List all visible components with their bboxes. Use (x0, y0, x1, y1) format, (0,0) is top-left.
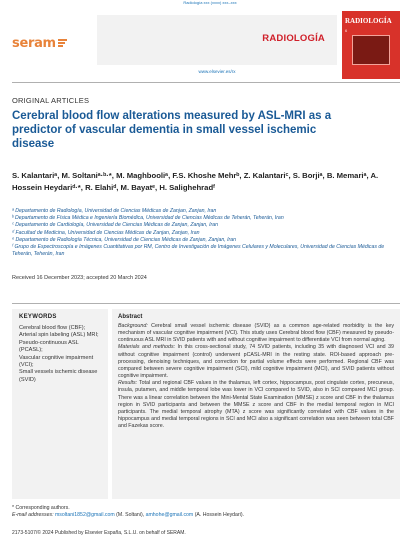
affiliation-item: ᵃ Departamento de Radiología, Universidad de Ciencias Médicas de Zanjan, Zanjan, Iran (12, 208, 217, 214)
abstract-results-label: Results: (118, 380, 138, 387)
seram-logo-text: seram (12, 35, 56, 51)
abstract-results: Total and regional CBF values in the thalamus, left cortex, hippocampus, post cingulate cortex, precuneus, insula, putamen, and middle temporal lobe was lower in VCI compared to SVID, also in SCI compared MCI group. There was a linear correlation between the Mini-Mental State Examination (MMSE) z score and CBF in the thalamus region in SVID participants and between the MMSE z score and CBF in the medial temporal region in MCI participants. The medial temporal atrophy (MTA) z score was significantly correlated with CBF values in the hippocampus and medial temporal regions in SCI and MCI also a significant correlation was seen between total CBF and Fazekas score. (118, 380, 394, 430)
received-date: Received 16 December 2023; accepted 20 March 2024 (12, 275, 147, 281)
journal-banner-title: RADIOLOGÍA (262, 33, 325, 44)
abstract-methods: In this cross-sectional study, 74 SVID patients, including 35 with diagnosed VCI and 39 without cognitive impairment (control) underwent pCASL-MRI in the resting state. ROI-based approach pre-processing, denoising techniques, and correction for partial volume effects were performed. Regional CBF was compared between severe cognitive impairment (SCI), mild cognitive impairment (MCI), and SVID patients without cognitive impairment. (118, 344, 394, 380)
affiliation-list (12, 208, 402, 258)
journal-cover-title: RADIOLOGÍA (345, 17, 392, 25)
abstract-panel (112, 309, 400, 499)
email-name: (M. Soltani), (114, 512, 146, 518)
journal-url-link[interactable]: www.elsevier.es/rx (198, 69, 236, 74)
email-label: E-mail addresses: (12, 512, 54, 518)
abstract-methods-label: Materials and methods: (118, 344, 176, 351)
affiliation-item: ᵈ Facultad de Medicina, Universidad de Ciencias Médicas de Zanjan, Zanjan, Iran (12, 229, 200, 236)
email-link-soltani[interactable]: msoltani1852@gmail.com (54, 512, 115, 518)
abstract-background-label: Background: (118, 323, 148, 329)
journal-reference: Radiología xxx (xxxx) xxx–xxx (183, 0, 237, 5)
affiliation-item: ᶠ Grupo de Espectroscopía e Imágenes Cuantitativas por RM, Centro de Investigación de Imágenes Celulares y Moleculares, Universidad de Ciencias Médicas de Teherán, Teherán, Iran (12, 244, 385, 258)
journal-banner[interactable] (97, 15, 337, 65)
abstract-heading: Abstract (118, 314, 143, 320)
section-label: ORIGINAL ARTICLES (12, 96, 90, 105)
affiliation-item: ᵇ Departamento de Física Médica e Ingeniería Biomédica, Universidad de Ciencias Médicas de Teherán, Teherán, Iran (12, 215, 284, 222)
keyword-item: Pseudo-continuous ASL (PCASL); (19, 339, 79, 354)
email-name: (A. Hossein Heydari). (193, 512, 244, 518)
seram-logo-icon (58, 39, 67, 47)
keywords-panel (12, 309, 108, 499)
keyword-item: Arterial spin labeling (ASL) MRI; (19, 332, 99, 339)
abstract-divider (12, 303, 400, 304)
email-link-heydari[interactable]: amhohe@gmail.com (145, 512, 194, 518)
corresponding-label: * Corresponding authors. (12, 505, 70, 511)
corresponding-footnote (12, 505, 402, 519)
abstract-body (118, 323, 394, 430)
keyword-item: Small vessels ischemic disease (SVID) (19, 369, 98, 383)
author-list: S. Kalantariᵃ, M. Soltaniᵃ·ᵇ·*, M. Maghbooliᵃ, F.S. Khoshe Mehrᵇ, Z. Kalantariᶜ, S. Borjiᵃ, B. Memariᵃ, A. Hossein Heydariᵈ·*, R. Elahiᵈ, M. Bayatᵉ, H. Salighehradᶠ (12, 171, 379, 192)
journal-cover-photo (352, 35, 390, 65)
affiliation-item: ᶜ Departamento de Cardiología, Universidad de Ciencias Médicas de Zanjan, Zanjan, Iran (12, 222, 219, 229)
journal-cover-image[interactable] (342, 11, 400, 79)
keyword-item: Vascular cognitive impairment (VCI); (19, 354, 94, 369)
seram-logo[interactable] (12, 33, 90, 53)
keywords-heading: KEYWORDS (19, 314, 57, 320)
header-divider (12, 82, 400, 83)
abstract-background: Cerebral small vessel ischemic disease (SVID) as a common age-related morbidity is the key mechanism of vascular cognitive impairment (VCI). This study uses Cerebral blood flow (CBF) measured by pseudo-continuous ASL MRI in SVID patients with and without cognitive impairment to differentiate VCI from normal aging. (118, 323, 394, 344)
copyright-notice: 2173-5107/© 2024 Published by Elsevier España, S.L.U. on behalf of SERAM. (12, 530, 186, 536)
email-line (12, 512, 402, 519)
affiliation-item: ᵉ Departamento de Radiología Técnica, Universidad de Ciencias Médicas de Zanjan, Zanjan, Iran (12, 236, 237, 243)
journal-cover-issue: 6 (345, 28, 348, 33)
keyword-item: Cerebral blood flow (CBF); (19, 325, 86, 331)
article-title: Cerebral blood flow alterations measured by ASL-MRI as a predictor of vascular dementia in small vessel ischemic disease (12, 110, 332, 150)
journal-header (12, 11, 400, 79)
